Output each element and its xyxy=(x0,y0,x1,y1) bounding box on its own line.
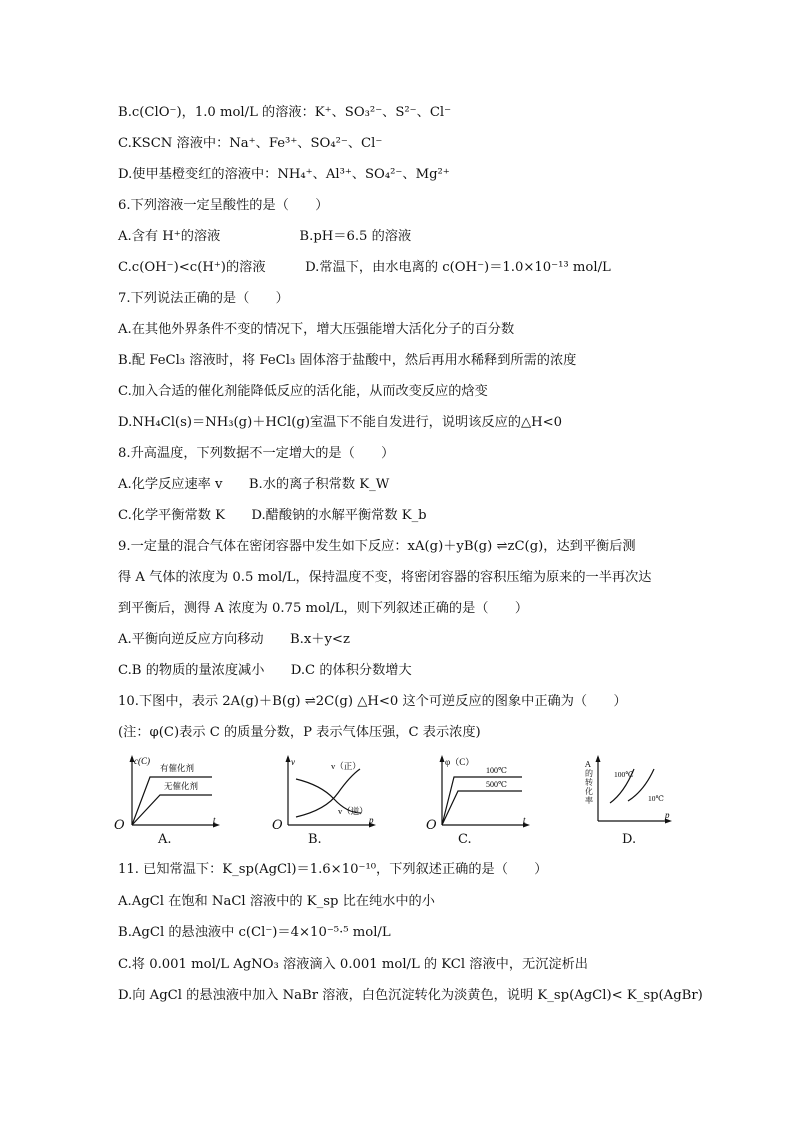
line-25: D.向 AgCl 的悬浊液中加入 NaBr 溶液，白色沉淀转化为淡黄色，说明 K_sp(AgCl)< K_sp(AgBr) xyxy=(118,988,703,1003)
fig-c-origin: O xyxy=(426,818,437,833)
line-10: D.NH₄Cl(s)＝NH₃(g)＋HCl(g)室温下不能自发进行，说明该反应的△H<0 xyxy=(118,415,563,430)
line-7: A.在其他外界条件不变的情况下，增大压强能增大活化分子的百分数 xyxy=(118,322,515,337)
fig-c-y-axis: φ（C） xyxy=(445,757,475,767)
line-15: 得 A 气体的浓度为 0.5 mol/L，保持温度不变，将密闭容器的容积压缩为原来的一半再次达 xyxy=(118,570,652,585)
line-4: A.含有 H⁺的溶液 B.pH＝6.5 的溶液 xyxy=(118,229,412,244)
question-11: 11. 已知常温下：K_sp(AgCl)＝1.6×10⁻¹⁰，下列叙述正确的是（ ） xyxy=(118,862,548,877)
line-24: C.将 0.001 mol/L AgNO₃ 溶液滴入 0.001 mol/L 的 KCl 溶液中，无沉淀析出 xyxy=(118,957,588,972)
fig-b-y-axis: v xyxy=(291,757,295,767)
fig-a-curve2: 无催化剂 xyxy=(164,781,199,791)
line-18: C.B 的物质的量浓度减小 D.C 的体积分数增大 xyxy=(118,663,412,678)
line-20: (注：φ(C)表示 C 的质量分数，P 表示气体压强，C 表示浓度) xyxy=(118,725,481,740)
fig-c-label: C. xyxy=(458,832,472,847)
fig-a-curve1: 有催化剂 xyxy=(160,763,195,773)
line-1: C.KSCN 溶液中：Na⁺、Fe³⁺、SO₄²⁻、Cl⁻ xyxy=(118,136,383,151)
fig-d-label: D. xyxy=(622,832,637,847)
fig-b-x-axis: p xyxy=(369,815,374,825)
line-22: A.AgCl 在饱和 NaCl 溶液中的 K_sp 比在纯水中的小 xyxy=(118,894,435,909)
question-6: 6.下列溶液一定呈酸性的是（ ） xyxy=(118,198,329,213)
question-8: 8.升高温度，下列数据不一定增大的是（ ） xyxy=(118,446,395,461)
fig-d-y-axis: A的转化率 xyxy=(585,760,593,805)
line-23: B.AgCl 的悬浊液中 c(Cl⁻)＝4×10⁻⁵·⁵ mol/L xyxy=(118,925,391,940)
fig-c-curve1: 100℃ xyxy=(486,766,507,775)
figure-c xyxy=(430,755,530,834)
fig-d-curve2: 10℃ xyxy=(648,794,664,803)
fig-a-label: A. xyxy=(158,832,172,847)
figure-d xyxy=(584,755,674,834)
fig-d-curve1: 100℃ xyxy=(614,770,634,779)
fig-b-origin: O xyxy=(272,818,283,833)
line-16: 到平衡后，测得 A 浓度为 0.75 mol/L，则下列叙述正确的是（ ） xyxy=(118,601,529,616)
line-2: D.使甲基橙变红的溶液中：NH₄⁺、Al³⁺、SO₄²⁻、Mg²⁺ xyxy=(118,167,450,182)
fig-a-y-axis: c(C) xyxy=(134,756,150,766)
question-7: 7.下列说法正确的是（ ） xyxy=(118,291,289,306)
line-8: B.配 FeCl₃ 溶液时，将 FeCl₃ 固体溶于盐酸中，然后再用水稀释到所需的浓度 xyxy=(118,353,577,368)
figure-a xyxy=(120,755,220,834)
line-17: A.平衡向逆反应方向移动 B.x＋y<z xyxy=(118,632,350,647)
question-10: 10.下图中，表示 2A(g)＋B(g) ⇌2C(g) △H<0 这个可逆反应的图象中正确为（ ） xyxy=(118,694,627,709)
fig-b-curve1: v（正） xyxy=(331,761,361,771)
fig-b-label: B. xyxy=(308,832,322,847)
fig-c-x-axis: t xyxy=(523,815,526,825)
figure-b xyxy=(276,755,376,834)
fig-c-curve2: 500℃ xyxy=(486,780,507,789)
line-9: C.加入合适的催化剂能降低反应的活化能，从而改变反应的焓变 xyxy=(118,384,488,399)
fig-a-origin: O xyxy=(114,818,125,833)
question-9: 9.一定量的混合气体在密闭容器中发生如下反应：xA(g)＋yB(g) ⇌zC(g)，达到平衡后测 xyxy=(118,539,636,554)
line-13: C.化学平衡常数 K D.醋酸钠的水解平衡常数 K_b xyxy=(118,508,427,523)
line-5: C.c(OH⁻)<c(H⁺)的溶液 D.常温下，由水电离的 c(OH⁻)＝1.0×10⁻¹³ mol/L xyxy=(118,260,611,275)
fig-a-x-axis: t xyxy=(213,815,216,825)
fig-d-x-axis: p xyxy=(665,810,670,820)
line-12: A.化学反应速率 v B.水的离子积常数 K_W xyxy=(118,477,390,492)
line-0: B.c(ClO⁻)，1.0 mol/L 的溶液：K⁺、SO₃²⁻、S²⁻、Cl⁻ xyxy=(118,105,452,120)
fig-b-curve2: v（逆） xyxy=(338,806,368,816)
